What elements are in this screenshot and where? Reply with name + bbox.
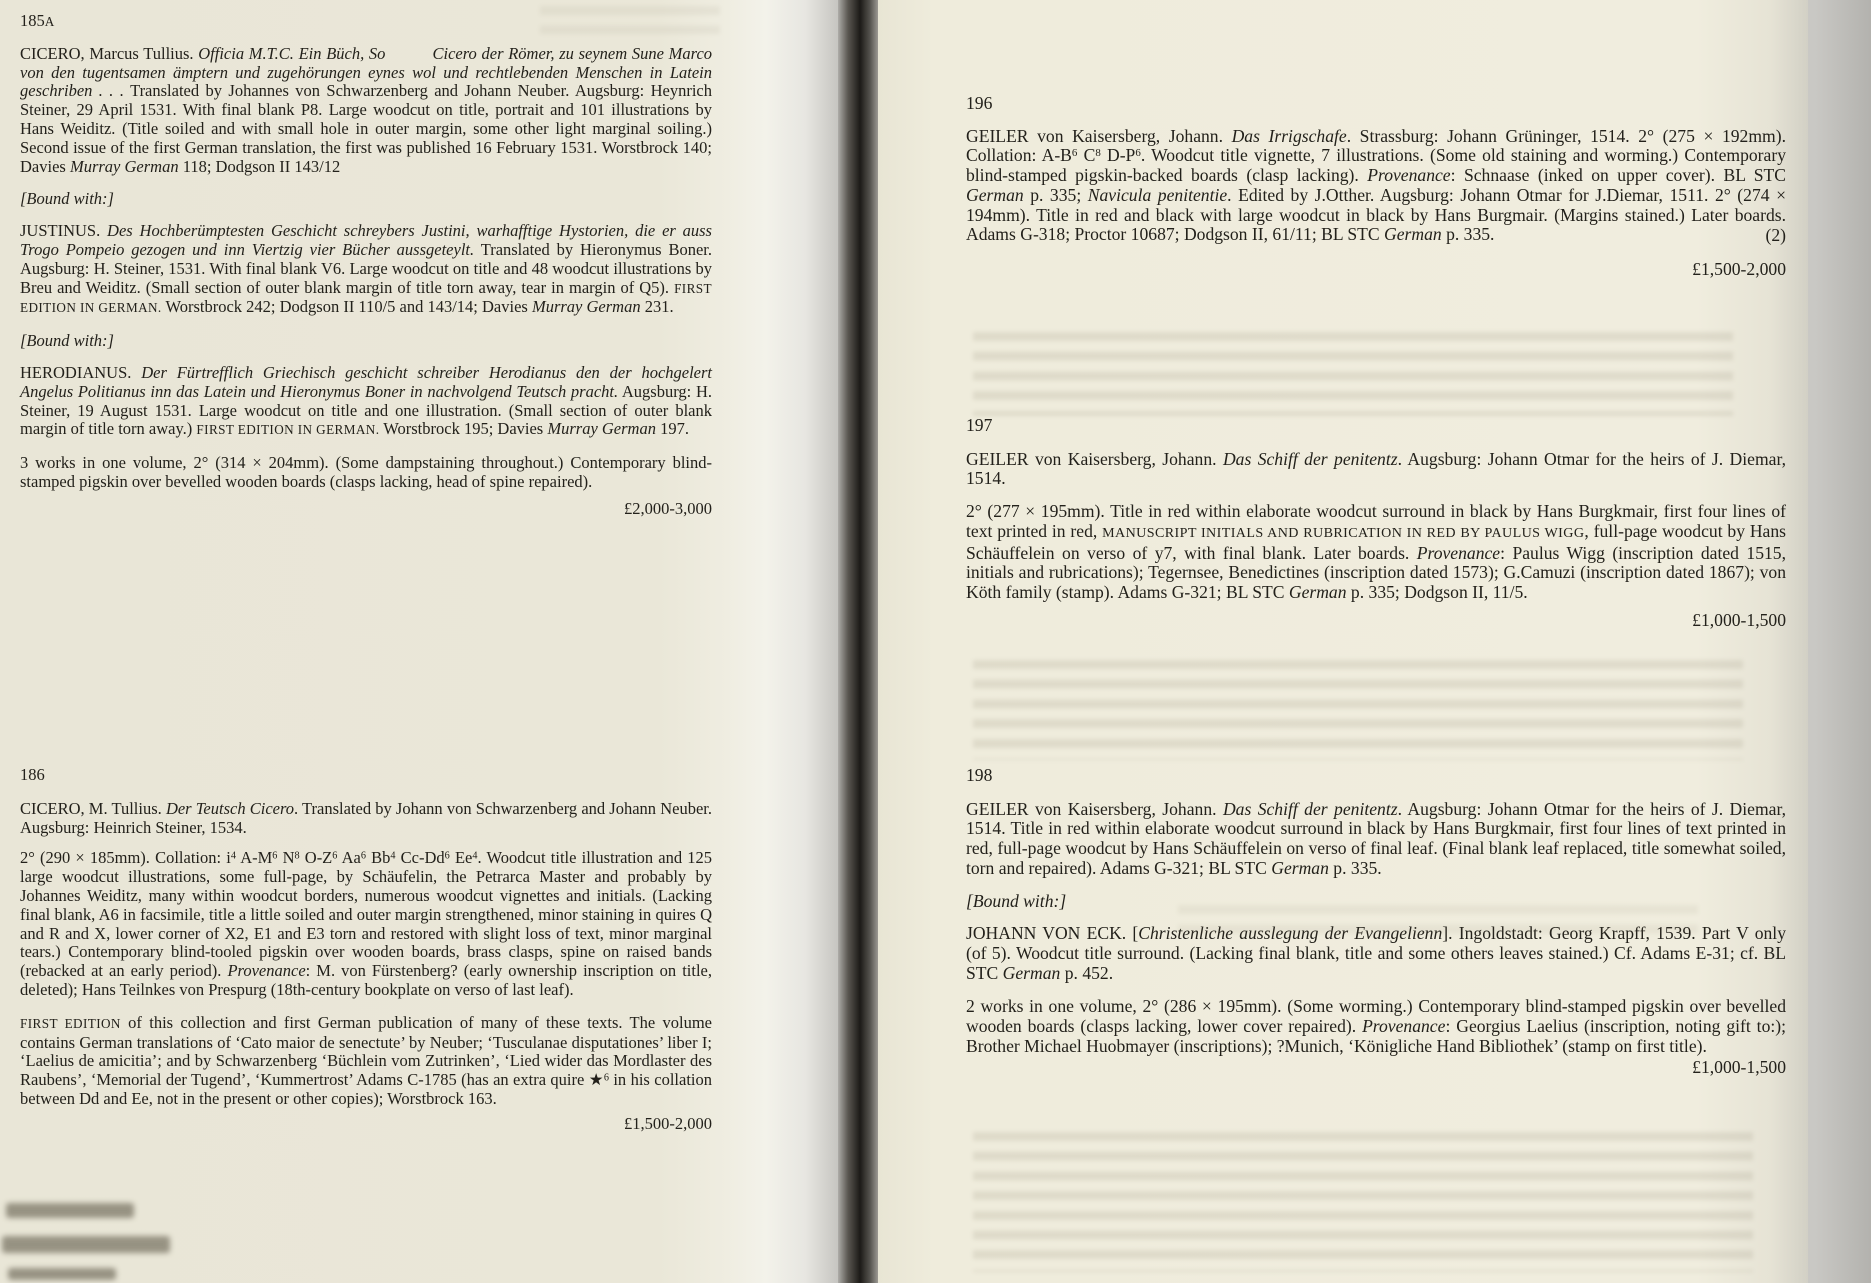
lot-198-eck-entry: JOHANN VON ECK. [Christenliche ausslegung der Evangelienn]. Ingoldstadt: Georg Krapff, 1539. Part V only (of 5). Woodcut title surround. (Lacking final blank, title and some others leaves stained.) Cf. Adams E-31; cf. BL STC German p. 452. (966, 923, 1786, 983)
lot-196-geiler-entry: GEILER von Kaisersberg, Johann. Das Irrigschafe. Strassburg: Johann Grüninger, 1514. 2° (275 × 192mm). Collation: $A-B^6$ $C^8$ $D-P^6$. Woodcut title vignette, 7 illustrations. (Some old staining and worming.) Contemporary blind-stamped pigskin-backed boards (clasp lacking). Provenance: Schnaase (inked on upper cover). BL STC German p. 335; Navicula penitentie. Edited by J.Otther. Augsburg: Johann Otmar for J.Diemar, 1511. 2° (274 × 194mm). Title in red and black with large woodcut in black by Hans Burgmair. (Margins stained.) Later boards. Adams G-318; Proctor 10687; Dodgson II, 61/11; BL STC German p. 335. (966, 125, 1787, 245)
lot-186 (20, 766, 712, 1134)
lot-number: 185A (20, 11, 55, 30)
right-page (878, 0, 1808, 1283)
lot-198-estimate: £1,000-1,500 (1692, 1057, 1786, 1078)
showthrough-artifact (973, 1132, 1753, 1272)
lot-197-estimate: £1,000-1,500 (1692, 609, 1786, 630)
lot-196-estimate: £1,500-2,000 (1692, 258, 1786, 279)
showthrough-artifact (6, 1203, 134, 1218)
lot-185a (20, 12, 712, 519)
page-edge-gap (766, 0, 838, 1283)
lot-185a-bound-with-1: [Bound with:] (20, 189, 114, 209)
lot-185a-cicero-entry: CICERO, Marcus Tullius. Officia M.T.C. Ein Büch, So Cicero der Römer, zu seynem Sune Marco von den tugentsamen ämptern und zugehörungen eynes wol und rechtlebenden Menschen in Latein geschriben . . . Translated by Johannes von Schwarzenberg and Johann Neuber. Augsburg: Heynrich Steiner, 29 April 1531. With final blank P8. Large woodcut on title, portrait and 101 illustrations by Hans Weiditz. (Title soiled and with small hole in outer margin, some other light marginal soiling.) Second issue of the first German translation, the first was published 16 February 1531. Worstbrock 140; Davies Murray German 118; Dodgson II 143/12 (20, 43, 713, 176)
page-gutter-shadow (838, 0, 878, 1283)
lot-185a-bound-with-2: [Bound with:] (20, 331, 114, 351)
showthrough-artifact (8, 1268, 116, 1280)
lot-number: 196 (966, 93, 993, 113)
lot-185a-estimate: £2,000-3,000 (624, 498, 712, 518)
lot-number: 198 (966, 765, 993, 785)
lot-185a-volume-note: 3 works in one volume, 2° (314 × 204mm). (Some dampstaining throughout.) Contemporary blind-stamped pigskin over bevelled wooden boards (clasps lacking, head of spine repaired). (20, 453, 712, 491)
lot-198-bound-with: [Bound with:] (966, 890, 1067, 911)
lot-197-geiler-entry: GEILER von Kaisersberg, Johann. Das Schiff der penitentz. Augsburg: Johann Otmar for the heirs of J. Diemar, 1514. (966, 448, 1787, 489)
lot-198-volume-note: 2 works in one volume, 2° (286 × 195mm). (Some worming.) Contemporary blind-stamped pigskin over bevelled wooden boards (clasps lacking, lower cover repaired). Provenance: Georgius Laelius (inscription, noting gift to:); Brother Michael Huobmayer (inscriptions); ?Munich, ‘Königliche Hand Bibliothek’ (stamp on first title). (966, 996, 1786, 1056)
lot-196-count: (2) (1765, 224, 1786, 245)
lot-186-estimate: £1,500-2,000 (624, 1113, 712, 1133)
lot-number: 186 (20, 765, 45, 784)
lot-186-cicero-entry: CICERO, M. Tullius. Der Teutsch Cicero. Translated by Johann von Schwarzenberg and Johann Neuber. Augsburg: Heinrich Steiner, 1534. (20, 798, 712, 837)
showthrough-artifact (973, 660, 1743, 760)
lot-186-edition-note: FIRST EDITION of this collection and first German publication of many of these texts. The volume contains German translations of ‘Cato maior de senectute’ by Neuber; ‘Tusculanae disputationes’ liber I; ‘Laelius de amicitia’; and by Schwarzenberg ‘Büchlein vom Zutrinken’, ‘Lied wider das Mordlaster des Raubens’, ‘Memorial der Tugend’, ‘Kummertrost’ Adams C-1785 (has an extra quire ★$^6$ in his collation between Dd and Ee, not in the present or other copies); Worstbrock 163. (20, 1012, 712, 1108)
showthrough-artifact (973, 332, 1733, 416)
lot-198-geiler-entry: GEILER von Kaisersberg, Johann. Das Schiff der penitentz. Augsburg: Johann Otmar for the heirs of J. Diemar, 1514. Title in red within elaborate woodcut surround in black by Hans Burgkmair, first four lines of text printed in red, full-page woodcut by Hans Schäuffelein on verso of final leaf. (Final blank leaf replaced, title somewhat soiled, torn and repaired). Adams G-321; BL STC German p. 335. (966, 798, 1787, 878)
left-page (0, 0, 766, 1283)
showthrough-artifact (2, 1236, 170, 1253)
lot-197-description-note: 2° (277 × 195mm). Title in red within elaborate woodcut surround in black by Hans Burgkmair, first four lines of text printed in red, MANUSCRIPT INITIALS AND RUBRICATION IN RED BY PAULUS WIGG, full-page woodcut by Hans Schäuffelein on verso of y7, with final blank. Later boards. Provenance: Paulus Wigg (inscription dated 1515, initials and rubrications); Tegernsee, Benedictines (inscription dated 1573); G.Camuzi (inscription dated 1867); von Köth family (stamp). Adams G-321; BL STC German p. 335; Dodgson II, 11/5. (966, 501, 1787, 602)
lot-186-collation-note: 2° (290 × 185mm). Collation: $i^4$ $A-M^6$ $N^8$ $O-Z^6$ Aa$^6$ Bb$^4$ Cc-Dd$^6$ Ee$^4$. Woodcut title illustration and 125 large woodcut illustrations, some full-page, by Schäufelin, the Petrarca Master and probably by Johannes Weiditz, many within woodcut borders, numerous woodcut vignettes and initials. (Lacking final blank, A6 in facsimile, title a little soiled and outer margin strengthened, minor staining in quires Q and R and X, lower corner of X2, E1 and E3 torn and restored with slight loss of text, minor marginal tears.) Contemporary blind-tooled pigskin over wooden boards, brass clasps, spine on raised bands (rebacked at an early period). Provenance: M. von Fürstenberg? (early ownership inscription on title, deleted); Hans Teilnkes von Prespurg (18th-century bookplate on verso of last leaf). (20, 848, 713, 999)
lot-185a-herodianus-entry: HERODIANUS. Der Fürtrefflich Griechisch geschicht schreiber Herodianus den der hochgelert Angelus Politianus inn das Latein und Hieronymus Boner in nachvolgend Teutsch pracht. Augsburg: H. Steiner, 19 August 1531. Large woodcut on title and one illustration. (Small section of outer blank margin of title torn away.) FIRST EDITION IN GERMAN. Worstbrock 195; Davies Murray German 197. (20, 362, 713, 439)
lot-197 (966, 416, 1786, 630)
lot-185a-justinus-entry: JUSTINUS. Des Hochberümptesten Geschicht schreybers Justini, warhafftige Hystorien, die er auss Trogo Pompeio gezogen und inn Viertzig vier Bücher aussgeteylt. Translated by Hieronymus Boner. Augsburg: H. Steiner, 1531. With final blank V6. Large woodcut on title and 48 woodcut illustrations by Breu and Weiditz. (Small section of outer blank margin of title torn away, tear in margin of Q5). FIRST EDITION IN GERMAN. Worstbrock 242; Dodgson II 110/5 and 143/14; Davies Murray German 231. (20, 221, 712, 317)
lot-196 (966, 94, 1786, 279)
lot-198 (966, 766, 1786, 1078)
lot-number: 197 (966, 415, 993, 435)
